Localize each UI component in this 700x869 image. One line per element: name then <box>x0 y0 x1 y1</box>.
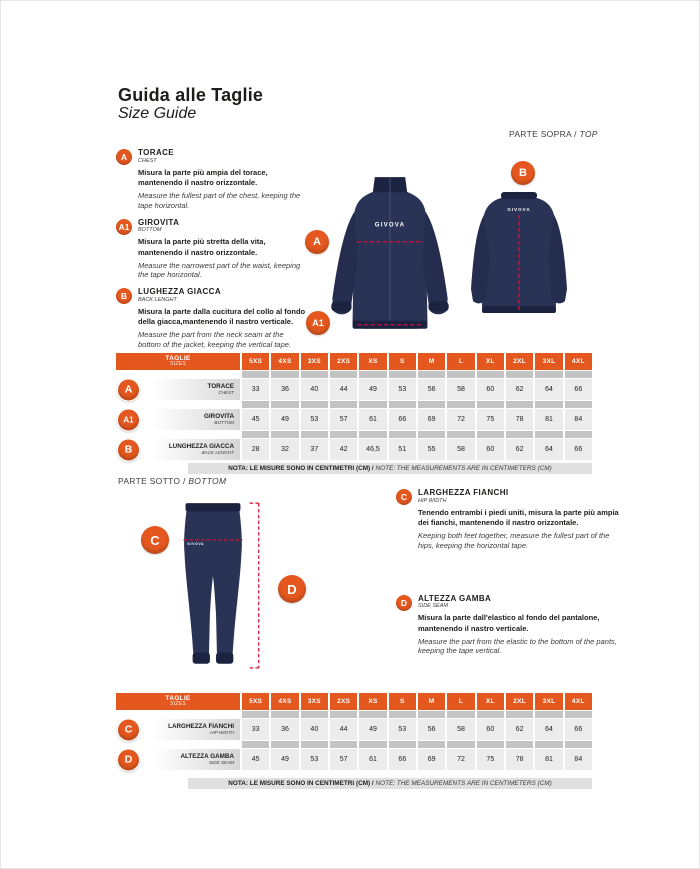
bottom-measure-instructions <box>396 489 620 656</box>
instruction-text-en: Keeping both feet together, measure the fullest part of the hips, keeping the horizontal tape. <box>418 531 610 550</box>
instruction-title-en: CHEST <box>138 157 157 164</box>
size-header-3xl: 3XL <box>535 693 562 710</box>
spacer-cell <box>535 401 562 408</box>
value-a-3xs: 40 <box>301 379 328 400</box>
value-d-2xs: 57 <box>330 749 357 770</box>
instruction-text-en: Measure the part from the neck seam at the bottom of the jacket, keeping the vertical tape. <box>138 330 292 350</box>
spacer-cell <box>242 711 269 718</box>
row-marker-a: A <box>117 378 140 401</box>
value-a1-4xl: 84 <box>565 409 592 430</box>
spacer-cell <box>359 741 386 748</box>
spacer-cell <box>477 711 504 718</box>
row-label-cell <box>116 379 240 400</box>
spacer-cell <box>301 711 328 718</box>
top-section-label-it: PARTE SOPRA / <box>509 129 580 139</box>
pants-image <box>164 497 266 675</box>
instruction-body <box>418 489 620 551</box>
spacer-cell <box>506 741 533 748</box>
measure-instruction-c <box>396 489 620 551</box>
instruction-marker-b: B <box>116 288 132 304</box>
size-header-m: M <box>418 353 445 370</box>
value-a-4xs: 36 <box>271 379 298 400</box>
value-d-xl: 75 <box>477 749 504 770</box>
size-header-xs: XS <box>359 693 386 710</box>
value-d-xs: 61 <box>359 749 386 770</box>
value-b-4xs: 32 <box>271 439 298 460</box>
value-b-xs: 46,5 <box>359 439 386 460</box>
table-row-b <box>116 439 592 460</box>
value-c-m: 56 <box>418 719 445 740</box>
value-c-xl: 60 <box>477 719 504 740</box>
value-d-2xl: 78 <box>506 749 533 770</box>
spacer-cell <box>535 431 562 438</box>
spacer-cell <box>506 401 533 408</box>
size-header-4xs: 4XS <box>271 693 298 710</box>
note-bold: NOTA: LE MISURE SONO IN CENTIMETRI (CM) / <box>228 780 376 787</box>
table-spacer-row <box>116 741 592 748</box>
jacket-marker-b: B <box>511 161 535 185</box>
size-header-3xs: 3XS <box>301 693 328 710</box>
value-a-m: 56 <box>418 379 445 400</box>
row-marker-d: D <box>117 748 140 771</box>
row-marker-c: C <box>117 718 140 741</box>
spacer-cell <box>447 371 474 378</box>
instruction-title: LUGHEZZA GIACCA <box>138 287 222 297</box>
spacer-cell <box>330 431 357 438</box>
instruction-text-it: Misura la parte dalla cucitura del collo al fondo della giacca,mantenendo il nastro verticale. <box>138 307 306 327</box>
instruction-body <box>418 595 620 657</box>
size-header-2xl: 2XL <box>506 693 533 710</box>
value-b-5xs: 28 <box>242 439 269 460</box>
row-label-en: BACK LENGHT <box>201 450 234 456</box>
row-label-en: HIP WIDTH <box>210 730 234 736</box>
value-a-3xl: 64 <box>535 379 562 400</box>
table-row-a1 <box>116 409 592 430</box>
spacer-cell <box>242 401 269 408</box>
spacer-cell <box>330 711 357 718</box>
value-b-2xl: 62 <box>506 439 533 460</box>
brand-logo-front: GIVOVA <box>374 222 406 229</box>
instruction-text-it: Misura la parte più stretta della vita, mantenendo il nastro orizzontale. <box>138 237 266 257</box>
instruction-text-it: Tenendo entrambi i piedi uniti, misura la parte più ampia dei fianchi, mantenendo il nastro orizzontale. <box>418 507 619 527</box>
value-a-xl: 60 <box>477 379 504 400</box>
instruction-title-en: HIP WIDTH <box>418 497 447 504</box>
value-a-l: 58 <box>447 379 474 400</box>
spacer-cell <box>506 371 533 378</box>
spacer-cell <box>389 401 416 408</box>
value-b-l: 58 <box>447 439 474 460</box>
size-header-2xl: 2XL <box>506 353 533 370</box>
spacer-cell <box>447 401 474 408</box>
row-label-cell <box>116 439 240 460</box>
spacer-cell <box>418 711 445 718</box>
bottom-section-label-it: PARTE SOTTO / <box>118 476 189 486</box>
spacer-cell <box>271 401 298 408</box>
spacer-cell <box>271 741 298 748</box>
row-label-cell <box>116 749 240 770</box>
table-row-a <box>116 379 592 400</box>
value-c-l: 58 <box>447 719 474 740</box>
value-a-5xs: 33 <box>242 379 269 400</box>
bottom-section-label-en: BOTTOM <box>188 476 227 486</box>
value-c-3xl: 64 <box>535 719 562 740</box>
row-marker-b: B <box>117 438 140 461</box>
table-corner-title: TAGLIE <box>165 695 191 703</box>
spacer-cell <box>301 371 328 378</box>
row-label-it: ALTEZZA GAMBA <box>180 753 234 761</box>
spacer-cell <box>242 431 269 438</box>
spacer-cell <box>359 711 386 718</box>
spacer-cell <box>418 371 445 378</box>
spacer-cell <box>565 711 592 718</box>
value-a-2xs: 44 <box>330 379 357 400</box>
measure-instruction-a <box>116 149 308 211</box>
spacer-lead <box>116 711 240 718</box>
page-title: Guida alle Taglie <box>118 85 264 105</box>
spacer-cell <box>506 711 533 718</box>
instruction-marker-c: C <box>396 489 412 505</box>
size-header-3xs: 3XS <box>301 353 328 370</box>
value-d-m: 69 <box>418 749 445 770</box>
table-spacer-row <box>116 401 592 408</box>
row-label-it: LARGHEZZA FIANCHI <box>168 723 234 731</box>
value-a1-xl: 75 <box>477 409 504 430</box>
spacer-cell <box>418 401 445 408</box>
measure-instruction-a1 <box>116 219 308 281</box>
value-d-5xs: 45 <box>242 749 269 770</box>
value-a1-4xs: 49 <box>271 409 298 430</box>
value-b-2xs: 42 <box>330 439 357 460</box>
spacer-lead <box>116 431 240 438</box>
value-a1-2xs: 57 <box>330 409 357 430</box>
value-a-4xl: 66 <box>565 379 592 400</box>
spacer-cell <box>477 401 504 408</box>
spacer-cell <box>447 741 474 748</box>
value-a1-m: 69 <box>418 409 445 430</box>
table-corner-cell <box>116 353 240 370</box>
table-header-row <box>116 353 592 370</box>
row-label-it: LUNGHEZZA GIACCA <box>168 443 234 451</box>
row-label-it: TORACE <box>207 383 234 391</box>
instruction-body <box>138 288 308 350</box>
value-d-4xl: 84 <box>565 749 592 770</box>
instruction-title-en: SIDE SEAM <box>418 603 448 610</box>
table-spacer-row <box>116 371 592 378</box>
value-a1-s: 66 <box>389 409 416 430</box>
value-c-4xs: 36 <box>271 719 298 740</box>
table-row-c <box>116 719 592 740</box>
instruction-body <box>138 149 308 211</box>
instruction-text-it: Misura la parte dall'elastico al fondo del pantalone, mantenendo il nastro verticale. <box>418 613 600 633</box>
spacer-cell <box>271 371 298 378</box>
instruction-body <box>138 219 308 281</box>
size-header-s: S <box>389 353 416 370</box>
value-d-3xl: 81 <box>535 749 562 770</box>
value-a1-l: 72 <box>447 409 474 430</box>
value-b-s: 51 <box>389 439 416 460</box>
instruction-text-it: Misura la parte più ampia del torace, mantenendo il nastro orizzontale. <box>138 167 268 187</box>
spacer-cell <box>477 741 504 748</box>
jacket-front-image <box>324 171 456 346</box>
value-a1-xs: 61 <box>359 409 386 430</box>
spacer-cell <box>301 741 328 748</box>
measurements-note <box>188 778 592 789</box>
spacer-cell <box>359 371 386 378</box>
instruction-marker-a: A <box>116 149 132 165</box>
spacer-lead <box>116 371 240 378</box>
value-d-4xs: 49 <box>271 749 298 770</box>
row-label-en: BOTTOM <box>214 420 234 426</box>
top-size-table <box>116 353 592 474</box>
size-header-3xl: 3XL <box>535 353 562 370</box>
row-label-it: GIROVITA <box>204 413 234 421</box>
note-italic: NOTE: THE MEASUREMENTS ARE IN CENTIMETERS (CM) <box>375 465 552 472</box>
instruction-text-en: Measure the part from the elastic to the bottom of the pants, keeping the tape vertical. <box>418 636 617 656</box>
measurements-note <box>188 463 592 474</box>
row-label-cell <box>116 719 240 740</box>
value-c-4xl: 66 <box>565 719 592 740</box>
note-bold: NOTA: LE MISURE SONO IN CENTIMETRI (CM) / <box>228 465 376 472</box>
value-b-4xl: 66 <box>565 439 592 460</box>
instruction-title-en: BACK LENGHT <box>138 296 177 303</box>
table-corner-title: TAGLIE <box>165 355 191 363</box>
spacer-cell <box>242 741 269 748</box>
size-header-m: M <box>418 693 445 710</box>
value-c-s: 53 <box>389 719 416 740</box>
size-header-l: L <box>447 693 474 710</box>
spacer-cell <box>447 431 474 438</box>
value-d-3xs: 53 <box>301 749 328 770</box>
size-header-2xs: 2XS <box>330 353 357 370</box>
instruction-title: GIROVITA <box>138 217 180 227</box>
spacer-cell <box>389 711 416 718</box>
bottom-section-label <box>118 476 226 486</box>
instruction-title: TORACE <box>138 148 175 157</box>
value-c-2xs: 44 <box>330 719 357 740</box>
spacer-cell <box>418 741 445 748</box>
value-b-3xs: 37 <box>301 439 328 460</box>
measure-instruction-b <box>116 288 308 350</box>
size-header-4xl: 4XL <box>565 693 592 710</box>
pants-marker-c: C <box>141 526 169 554</box>
value-a-s: 53 <box>389 379 416 400</box>
top-section-label-en: TOP <box>579 129 598 139</box>
instruction-text-en: Measure the fullest part of the chest, keeping the tape horizontal. <box>138 191 301 210</box>
jacket-back-image <box>459 187 579 327</box>
instruction-title: ALTEZZA GAMBA <box>418 593 492 603</box>
value-c-xs: 49 <box>359 719 386 740</box>
value-d-s: 66 <box>389 749 416 770</box>
value-a1-5xs: 45 <box>242 409 269 430</box>
instruction-text-en: Measure the narrowest part of the waist, keeping the tape horizontal. <box>138 260 301 280</box>
brand-logo-back: GIVOVA <box>507 207 531 212</box>
size-header-xl: XL <box>477 693 504 710</box>
spacer-cell <box>301 431 328 438</box>
spacer-cell <box>506 431 533 438</box>
spacer-cell <box>535 371 562 378</box>
bottom-size-table <box>116 693 592 789</box>
value-a1-3xl: 81 <box>535 409 562 430</box>
spacer-cell <box>418 431 445 438</box>
table-corner-subtitle: SIZES <box>170 361 186 368</box>
pants-marker-d: D <box>278 575 306 603</box>
size-header-xs: XS <box>359 353 386 370</box>
row-marker-a1: A1 <box>117 408 140 431</box>
table-spacer-row <box>116 431 592 438</box>
spacer-cell <box>447 711 474 718</box>
spacer-cell <box>535 711 562 718</box>
spacer-cell <box>389 741 416 748</box>
value-a1-3xs: 53 <box>301 409 328 430</box>
spacer-cell <box>389 431 416 438</box>
spacer-lead <box>116 741 240 748</box>
value-c-3xs: 40 <box>301 719 328 740</box>
spacer-cell <box>330 401 357 408</box>
spacer-cell <box>359 401 386 408</box>
row-label-en: SIDE SEAM <box>208 760 234 766</box>
value-c-5xs: 33 <box>242 719 269 740</box>
spacer-cell <box>242 371 269 378</box>
instruction-marker-d: D <box>396 595 412 611</box>
spacer-cell <box>301 401 328 408</box>
brand-logo-pants: GIVOVA <box>187 541 205 546</box>
table-corner-subtitle: SIZES <box>170 701 186 708</box>
value-a1-2xl: 78 <box>506 409 533 430</box>
spacer-cell <box>271 711 298 718</box>
value-a-2xl: 62 <box>506 379 533 400</box>
size-header-xl: XL <box>477 353 504 370</box>
value-c-2xl: 62 <box>506 719 533 740</box>
size-header-5xs: 5XS <box>242 353 269 370</box>
top-measure-instructions <box>116 149 308 358</box>
spacer-cell <box>330 371 357 378</box>
table-row-d <box>116 749 592 770</box>
spacer-cell <box>535 741 562 748</box>
page-subtitle: Size Guide <box>118 105 197 122</box>
value-b-xl: 60 <box>477 439 504 460</box>
instruction-marker-a1: A1 <box>116 219 132 235</box>
size-header-4xs: 4XS <box>271 353 298 370</box>
value-b-3xl: 64 <box>535 439 562 460</box>
spacer-cell <box>565 401 592 408</box>
row-label-cell <box>116 409 240 430</box>
value-d-l: 72 <box>447 749 474 770</box>
size-header-4xl: 4XL <box>565 353 592 370</box>
value-a-xs: 49 <box>359 379 386 400</box>
table-header-row <box>116 693 592 710</box>
table-corner-cell <box>116 693 240 710</box>
spacer-cell <box>565 431 592 438</box>
spacer-cell <box>359 431 386 438</box>
spacer-cell <box>330 741 357 748</box>
value-b-m: 55 <box>418 439 445 460</box>
top-section-label <box>509 129 598 139</box>
instruction-title: LARGHEZZA FIANCHI <box>418 488 509 497</box>
table-spacer-row <box>116 711 592 718</box>
size-header-s: S <box>389 693 416 710</box>
size-header-l: L <box>447 353 474 370</box>
spacer-cell <box>477 371 504 378</box>
measure-instruction-d <box>396 595 620 657</box>
spacer-cell <box>477 431 504 438</box>
jacket-marker-a1: A1 <box>306 311 330 335</box>
jacket-marker-a: A <box>305 230 329 254</box>
spacer-cell <box>565 741 592 748</box>
size-header-5xs: 5XS <box>242 693 269 710</box>
spacer-cell <box>565 371 592 378</box>
spacer-cell <box>271 431 298 438</box>
spacer-cell <box>389 371 416 378</box>
note-italic: NOTE: THE MEASUREMENTS ARE IN CENTIMETERS (CM) <box>375 780 552 787</box>
spacer-lead <box>116 401 240 408</box>
instruction-title-en: BOTTOM <box>138 227 162 234</box>
row-label-en: CHEST <box>218 390 234 396</box>
size-header-2xs: 2XS <box>330 693 357 710</box>
